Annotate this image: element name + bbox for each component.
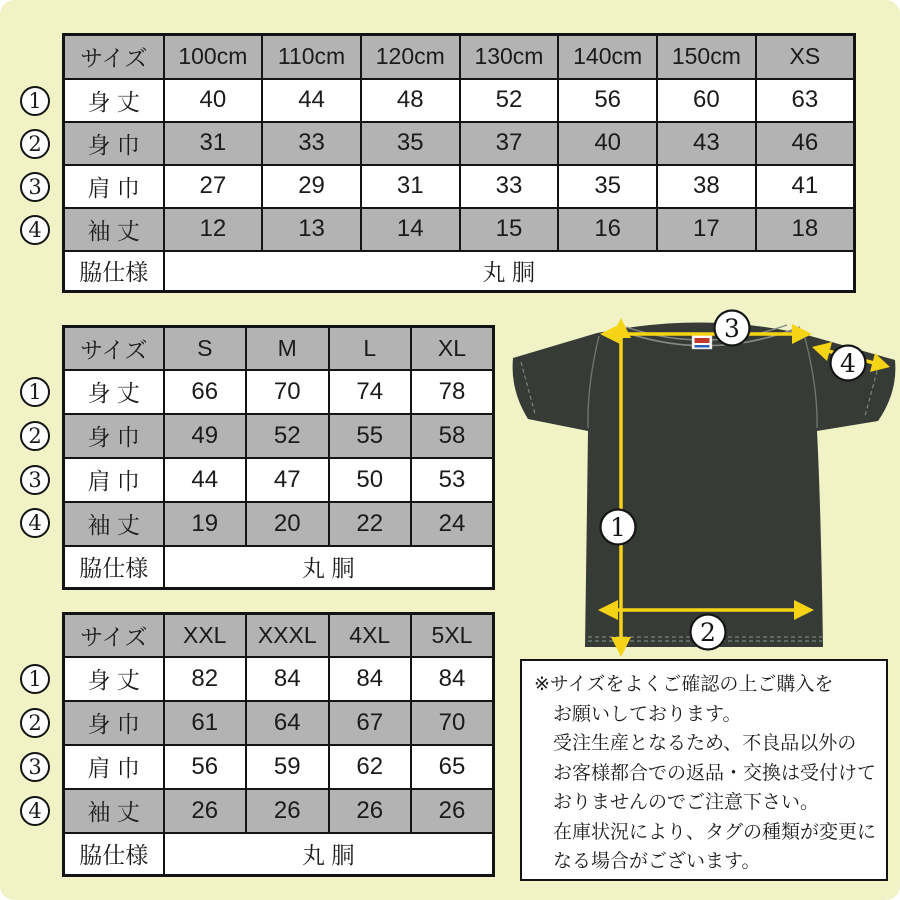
row-label: 身 丈 (64, 370, 164, 414)
table-cell: 47 (246, 458, 329, 502)
table-row (64, 414, 494, 458)
svg-text:4: 4 (840, 349, 856, 378)
table-cell: 33 (262, 122, 361, 165)
note-line: お願いしております。 (553, 703, 742, 725)
table-row (64, 745, 494, 789)
table-cell: 40 (558, 122, 657, 165)
row-label: 身 巾 (64, 701, 164, 745)
circled-number-1: 1 (20, 664, 50, 694)
table-cell: 44 (262, 79, 361, 122)
note-line: なる場合がございます。 (553, 851, 761, 872)
table-cell: 41 (756, 165, 855, 208)
size-col-header: サイズ (64, 327, 164, 370)
table-cell: 13 (262, 208, 361, 251)
size-col-header: サイズ (64, 35, 164, 79)
table-cell: 12 (164, 208, 263, 251)
table-cell: 78 (411, 370, 494, 414)
table-cell: 35 (361, 122, 460, 165)
merged-footer-cell: 丸 胴 (164, 251, 855, 292)
table-cell: 29 (262, 165, 361, 208)
table-cell: 48 (361, 79, 460, 122)
column-header: 120cm (361, 35, 460, 79)
column-header: 140cm (558, 35, 657, 79)
table-cell: 70 (411, 701, 494, 745)
table-cell: 55 (329, 414, 412, 458)
circled-number-3: 3 (20, 172, 50, 202)
row-label: 脇仕様 (64, 546, 164, 589)
column-header: S (164, 327, 247, 370)
circled-number-2: 2 (20, 129, 50, 159)
table-cell: 64 (246, 701, 329, 745)
table-header-row (64, 327, 494, 370)
note-line: ※サイズをよくご確認の上ご購入を (534, 674, 834, 695)
table-cell: 26 (246, 789, 329, 833)
table-cell: 31 (164, 122, 263, 165)
row-label: 肩 巾 (64, 458, 164, 502)
table-cell: 50 (329, 458, 412, 502)
column-header: 110cm (262, 35, 361, 79)
table-cell: 22 (329, 502, 412, 546)
table-row (64, 502, 494, 546)
row-label: 肩 巾 (64, 745, 164, 789)
table-cell: 60 (657, 79, 756, 122)
tshirt-diagram (500, 300, 900, 660)
circled-number-1: 1 (20, 377, 50, 407)
table-cell: 26 (411, 789, 494, 833)
shirt-marker-1 (601, 510, 636, 545)
table-cell: 56 (558, 79, 657, 122)
row-label: 身 丈 (64, 79, 164, 122)
row-label: 身 巾 (64, 122, 164, 165)
column-header: 5XL (411, 614, 494, 657)
circled-number-2: 2 (20, 708, 50, 738)
table-cell: 65 (411, 745, 494, 789)
svg-text:2: 2 (700, 618, 716, 647)
row-label: 身 巾 (64, 414, 164, 458)
circled-number-3: 3 (20, 752, 50, 782)
column-header: XL (411, 327, 494, 370)
column-header: M (246, 327, 329, 370)
table-row (64, 370, 494, 414)
table-header-row (64, 35, 855, 79)
column-header: L (329, 327, 412, 370)
table-cell: 70 (246, 370, 329, 414)
table-cell: 52 (246, 414, 329, 458)
table-cell: 19 (164, 502, 247, 546)
table-row (64, 657, 494, 701)
note-line: 在庫状況により、タグの種類が変更に (553, 821, 877, 843)
table-cell: 66 (164, 370, 247, 414)
table-cell: 15 (460, 208, 559, 251)
circled-number-2: 2 (20, 421, 50, 451)
svg-text:3: 3 (724, 314, 740, 343)
column-header: XXXL (246, 614, 329, 657)
size-col-header: サイズ (64, 614, 164, 657)
table-cell: 44 (164, 458, 247, 502)
table-row (64, 458, 494, 502)
size-table-xxl-5xl (62, 612, 495, 877)
size-table-s-xl (62, 325, 495, 590)
table-cell: 40 (164, 79, 263, 122)
table-cell: 27 (164, 165, 263, 208)
column-header: 130cm (460, 35, 559, 79)
table-cell: 24 (411, 502, 494, 546)
size-table-kids-xs (62, 33, 856, 293)
table-cell: 18 (756, 208, 855, 251)
table-cell: 49 (164, 414, 247, 458)
brand-tag (692, 335, 712, 349)
column-header: 100cm (164, 35, 263, 79)
circled-number-4: 4 (20, 508, 50, 538)
row-label: 身 丈 (64, 657, 164, 701)
table-cell: 84 (329, 657, 412, 701)
table-cell: 84 (411, 657, 494, 701)
shirt-marker-3 (715, 311, 750, 346)
table-cell: 38 (657, 165, 756, 208)
table-cell: 56 (164, 745, 247, 789)
purchase-note (520, 659, 888, 881)
table-footer-row (64, 833, 494, 876)
row-label: 肩 巾 (64, 165, 164, 208)
shirt-marker-4 (831, 346, 866, 381)
table-header-row (64, 614, 494, 657)
table-cell: 16 (558, 208, 657, 251)
table-cell: 33 (460, 165, 559, 208)
table-cell: 31 (361, 165, 460, 208)
merged-footer-cell: 丸 胴 (164, 546, 494, 589)
table-footer-row (64, 546, 494, 589)
table-row (64, 701, 494, 745)
row-label: 袖 丈 (64, 789, 164, 833)
row-label: 脇仕様 (64, 251, 164, 292)
circled-number-3: 3 (20, 465, 50, 495)
table-cell: 52 (460, 79, 559, 122)
table-cell: 43 (657, 122, 756, 165)
table-cell: 17 (657, 208, 756, 251)
note-line: おりませんのでご注意下さい。 (553, 792, 820, 813)
note-line: お客様都合での返品・交換は受付けて (553, 762, 877, 784)
table-cell: 74 (329, 370, 412, 414)
table-cell: 37 (460, 122, 559, 165)
circled-number-4: 4 (20, 796, 50, 826)
table-row (64, 789, 494, 833)
svg-text:1: 1 (610, 513, 626, 542)
table-row (64, 208, 855, 251)
table-cell: 20 (246, 502, 329, 546)
row-label: 袖 丈 (64, 208, 164, 251)
table-cell: 67 (329, 701, 412, 745)
table-row (64, 165, 855, 208)
table-cell: 62 (329, 745, 412, 789)
column-header: 4XL (329, 614, 412, 657)
table-cell: 53 (411, 458, 494, 502)
table-cell: 26 (329, 789, 412, 833)
shirt-marker-2 (691, 615, 726, 650)
table-cell: 82 (164, 657, 247, 701)
table-cell: 61 (164, 701, 247, 745)
table-cell: 26 (164, 789, 247, 833)
merged-footer-cell: 丸 胴 (164, 833, 494, 876)
note-line: 受注生産となるため、不良品以外の (553, 733, 857, 754)
column-header: 150cm (657, 35, 756, 79)
circled-number-1: 1 (20, 86, 50, 116)
row-label: 脇仕様 (64, 833, 164, 876)
table-footer-row (64, 251, 855, 292)
table-cell: 59 (246, 745, 329, 789)
table-row (64, 79, 855, 122)
circled-number-4: 4 (20, 215, 50, 245)
table-cell: 63 (756, 79, 855, 122)
table-cell: 35 (558, 165, 657, 208)
column-header: XS (756, 35, 855, 79)
table-row (64, 122, 855, 165)
table-cell: 58 (411, 414, 494, 458)
row-label: 袖 丈 (64, 502, 164, 546)
column-header: XXL (164, 614, 247, 657)
table-cell: 84 (246, 657, 329, 701)
table-cell: 14 (361, 208, 460, 251)
table-cell: 46 (756, 122, 855, 165)
